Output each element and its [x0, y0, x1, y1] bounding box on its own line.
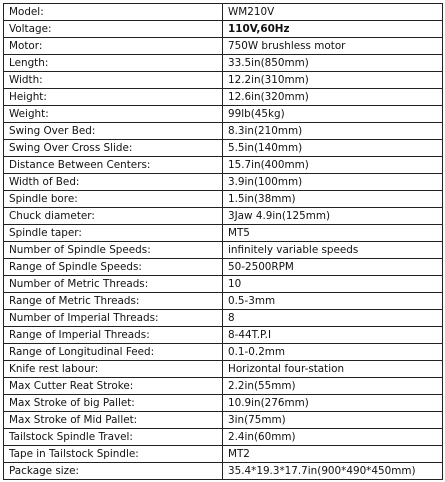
spec-value: 3in(75mm) — [223, 412, 443, 429]
spec-row — [4, 38, 443, 55]
spec-label: Max Stroke of big Pallet: — [4, 395, 223, 412]
spec-label: Range of Longitudinal Feed: — [4, 344, 223, 361]
spec-value: 15.7in(400mm) — [223, 157, 443, 174]
spec-value: 10.9in(276mm) — [223, 395, 443, 412]
spec-row — [4, 378, 443, 395]
spec-label: Distance Between Centers: — [4, 157, 223, 174]
spec-value: 8.3in(210mm) — [223, 123, 443, 140]
spec-row — [4, 259, 443, 276]
spec-row — [4, 412, 443, 429]
spec-row — [4, 55, 443, 72]
spec-label: Max Cutter Reat Stroke: — [4, 378, 223, 395]
spec-label: Range of Metric Threads: — [4, 293, 223, 310]
spec-value: 99lb(45kg) — [223, 106, 443, 123]
spec-row — [4, 242, 443, 259]
spec-row — [4, 106, 443, 123]
spec-row — [4, 21, 443, 38]
spec-row — [4, 276, 443, 293]
spec-value: 0.1-0.2mm — [223, 344, 443, 361]
spec-value: WM210V — [223, 4, 443, 21]
spec-label: Range of Spindle Speeds: — [4, 259, 223, 276]
spec-label: Number of Spindle Speeds: — [4, 242, 223, 259]
spec-label: Spindle bore: — [4, 191, 223, 208]
spec-label: Swing Over Bed: — [4, 123, 223, 140]
spec-value: Horizontal four-station — [223, 361, 443, 378]
spec-row — [4, 361, 443, 378]
spec-label: Range of Imperial Threads: — [4, 327, 223, 344]
spec-value: MT2 — [223, 446, 443, 463]
spec-row — [4, 463, 443, 480]
spec-row — [4, 191, 443, 208]
spec-value: 10 — [223, 276, 443, 293]
spec-value: infinitely variable speeds — [223, 242, 443, 259]
spec-value: 1.5in(38mm) — [223, 191, 443, 208]
spec-row — [4, 429, 443, 446]
spec-value: 50-2500RPM — [223, 259, 443, 276]
spec-value: MT5 — [223, 225, 443, 242]
spec-label: Length: — [4, 55, 223, 72]
spec-value: 35.4*19.3*17.7in(900*490*450mm) — [223, 463, 443, 480]
spec-label: Number of Metric Threads: — [4, 276, 223, 293]
spec-label: Model: — [4, 4, 223, 21]
spec-row — [4, 310, 443, 327]
spec-row — [4, 123, 443, 140]
spec-label: Motor: — [4, 38, 223, 55]
spec-label: Number of Imperial Threads: — [4, 310, 223, 327]
spec-row — [4, 446, 443, 463]
spec-row — [4, 395, 443, 412]
spec-row — [4, 174, 443, 191]
spec-value: 5.5in(140mm) — [223, 140, 443, 157]
spec-row — [4, 327, 443, 344]
spec-table-body — [4, 4, 443, 480]
spec-value: 750W brushless motor — [223, 38, 443, 55]
spec-label: Height: — [4, 89, 223, 106]
spec-value: 0.5-3mm — [223, 293, 443, 310]
spec-value: 3.9in(100mm) — [223, 174, 443, 191]
spec-value: 8-44T.P.I — [223, 327, 443, 344]
spec-label: Tape in Tailstock Spindle: — [4, 446, 223, 463]
spec-row — [4, 344, 443, 361]
spec-row — [4, 157, 443, 174]
spec-value: 2.2in(55mm) — [223, 378, 443, 395]
spec-label: Weight: — [4, 106, 223, 123]
spec-table — [3, 3, 443, 480]
spec-value: 33.5in(850mm) — [223, 55, 443, 72]
spec-row — [4, 225, 443, 242]
spec-label: Max Stroke of Mid Pallet: — [4, 412, 223, 429]
spec-row — [4, 89, 443, 106]
spec-value: 8 — [223, 310, 443, 327]
spec-value: 12.6in(320mm) — [223, 89, 443, 106]
spec-label: Width: — [4, 72, 223, 89]
spec-label: Tailstock Spindle Travel: — [4, 429, 223, 446]
spec-row — [4, 72, 443, 89]
spec-value: 3Jaw 4.9in(125mm) — [223, 208, 443, 225]
spec-row — [4, 4, 443, 21]
spec-label: Width of Bed: — [4, 174, 223, 191]
spec-row — [4, 208, 443, 225]
spec-row — [4, 140, 443, 157]
spec-label: Knife rest labour: — [4, 361, 223, 378]
spec-label: Spindle taper: — [4, 225, 223, 242]
spec-value: 12.2in(310mm) — [223, 72, 443, 89]
spec-value: 110V,60Hz — [223, 21, 443, 38]
spec-label: Package size: — [4, 463, 223, 480]
spec-label: Swing Over Cross Slide: — [4, 140, 223, 157]
spec-value: 2.4in(60mm) — [223, 429, 443, 446]
spec-label: Chuck diameter: — [4, 208, 223, 225]
spec-row — [4, 293, 443, 310]
spec-label: Voltage: — [4, 21, 223, 38]
